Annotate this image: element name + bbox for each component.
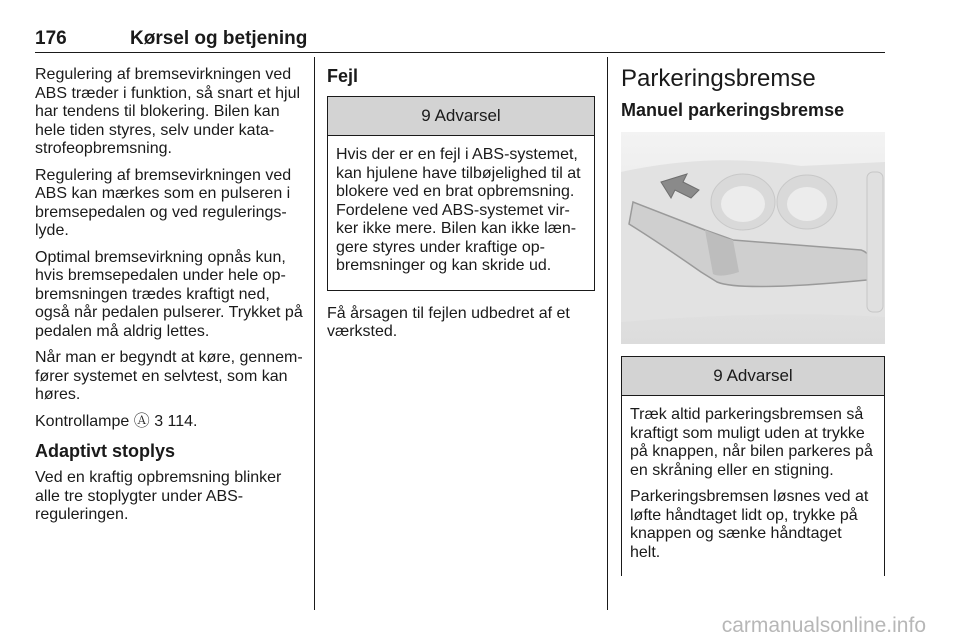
warning-title: Advarsel <box>434 106 501 125</box>
warning-header <box>622 357 884 396</box>
page-number: 176 <box>35 28 67 49</box>
paragraph: Ved en kraftig opbremsning blinker alle tre stoplygter under ABS-reguleringen. <box>35 469 282 523</box>
warning-text: Parkeringsbremsen løsnes ved at løfte håndtaget lidt op, trykke på knappen og sænke håndtaget helt. <box>630 488 869 561</box>
paragraph: Optimal bremsevirkning opnås kun, hvis bremsepedalen under hele op-bremsningen trædes kraftigt ned, også når pedalen pulserer. Trykket på pedalen må aldrig lettes. <box>35 248 303 340</box>
warning-body <box>622 396 884 576</box>
section-heading: Adaptivt stoplys <box>35 441 176 461</box>
paragraph <box>35 413 305 432</box>
warning-title: Advarsel <box>726 366 793 385</box>
page-reference: 3 114. <box>154 412 198 430</box>
watermark: carmanualsonline.info <box>721 614 926 637</box>
paragraph: Regulering af bremsevirkningen ved ABS træder i funktion, så snart et hjul har tendens til blokering. Bilen kan hele tiden styres, selv under kata-strofeopbremsning. <box>35 66 301 157</box>
column-1 <box>35 66 305 533</box>
column-divider <box>314 57 315 610</box>
warning-body <box>328 136 594 290</box>
paragraph: Få årsagen til fejlen udbedret af et værksted. <box>327 304 570 340</box>
abs-warning-light-icon: Ⓐ <box>133 412 150 430</box>
warning-header <box>328 97 594 136</box>
warning-box <box>621 356 885 576</box>
column-2 <box>327 66 595 350</box>
paragraph-text: Kontrollampe <box>35 412 130 430</box>
warning-text: Hvis der er en fejl i ABS-systemet, kan hjulene have tilbøjelighed til at blokere ved en brat opbremsning. Fordelene ved ABS-systemet vir-ker ikke mere. Bilen kan ikke læn-gere styres under kraftige op-bremsninger og kan skride ud. <box>336 146 581 274</box>
parking-brake-photo <box>621 132 885 344</box>
warning-box <box>327 96 595 291</box>
column-divider <box>607 57 608 610</box>
section-subheading: Manuel parkeringsbremse <box>621 100 845 120</box>
section-heading: Fejl <box>327 66 359 86</box>
section-heading: Parkeringsbremse <box>621 65 816 92</box>
warning-text: Træk altid parkeringsbremsen så kraftigt som muligt uden at trykke på knappen, når bilen parkeres på en skråning eller en stigning. <box>630 406 873 479</box>
warning-triangle-icon: 9 <box>713 366 723 385</box>
column-3 <box>621 66 885 576</box>
page-header <box>35 24 885 53</box>
warning-triangle-icon: 9 <box>421 106 431 125</box>
paragraph: Regulering af bremsevirkningen ved ABS kan mærkes som en pulseren i bremsepedalen og ved regulerings-lyde. <box>35 166 292 239</box>
page-title: Kørsel og betjening <box>130 28 308 49</box>
paragraph: Når man er begyndt at køre, gennem-fører systemet en selvtest, som kan høres. <box>35 349 303 403</box>
